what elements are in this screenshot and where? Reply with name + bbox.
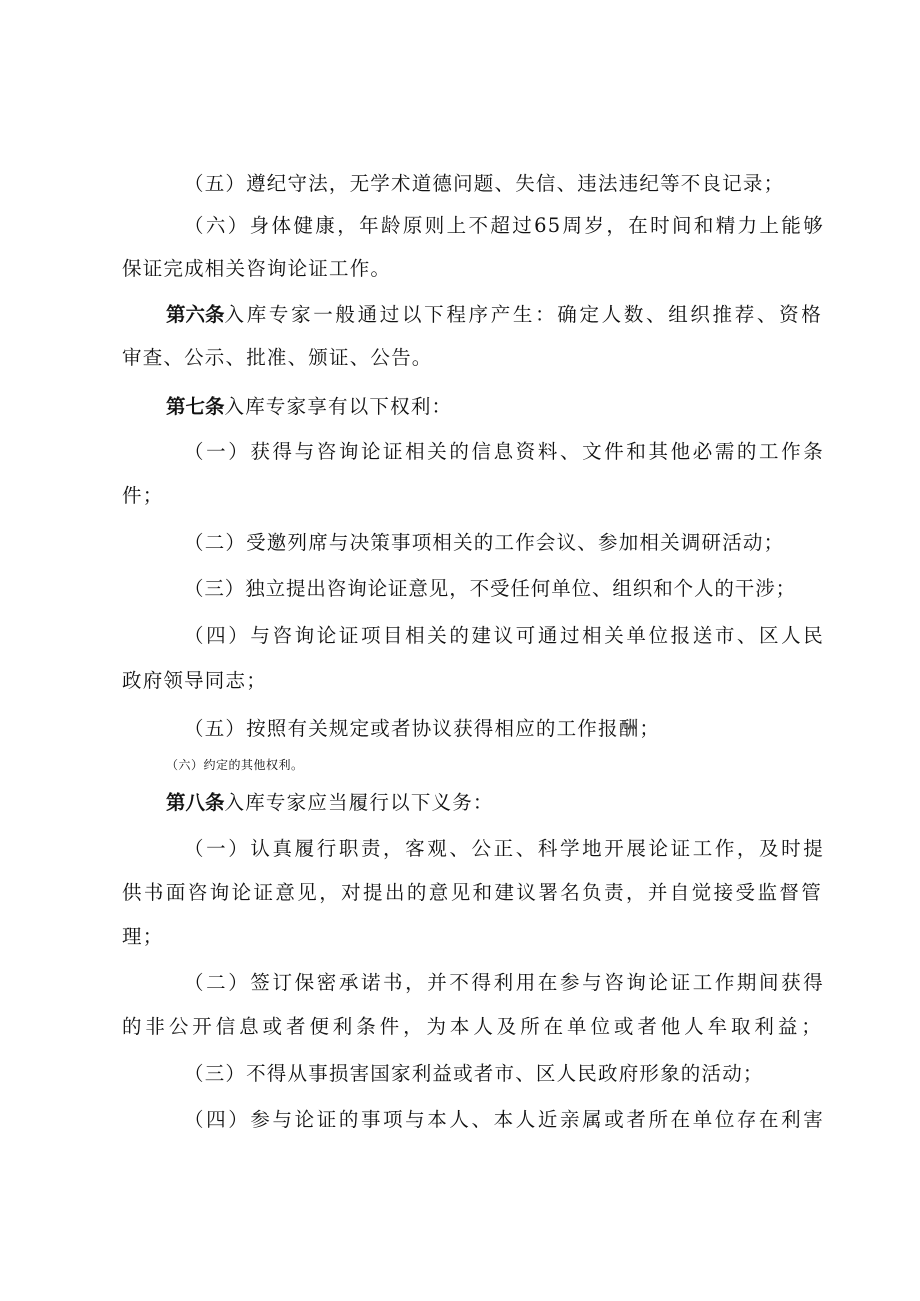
article-6-line: [166, 298, 822, 332]
paragraph-line: （四）参与论证的事项与本人、本人近亲属或者所在单位存在利害: [184, 1108, 824, 1131]
paragraph-line: （三）不得从事损害国家利益或者市、区人民政府形象的活动；: [184, 1062, 764, 1085]
paragraph-line: 的非公开信息或者便利条件，为本人及所在单位或者他人牟取利益；: [122, 1015, 822, 1038]
paragraph-line: 保证完成相关咨询论证工作。: [122, 257, 392, 280]
paragraph-line: （一）认真履行职责，客观、公正、科学地开展论证工作，及时提: [184, 837, 824, 860]
paragraph-line: 件；: [122, 484, 164, 507]
paragraph-line: （五）遵纪守法，无学术道德问题、失信、违法违纪等不良记录；: [184, 172, 785, 195]
paragraph-line: 理；: [122, 925, 164, 948]
paragraph-line: （二）受邀列席与决策事项相关的工作会议、参加相关调研活动；: [184, 531, 785, 554]
article-heading: 第七条: [166, 395, 225, 418]
article-heading: 第六条: [166, 303, 225, 326]
paragraph-line: （六）身体健康，年龄原则上不超过65周岁，在时间和精力上能够: [184, 214, 824, 237]
paragraph-line: （三）独立提出咨询论证意见，不受任何单位、组织和个人的干涉；: [184, 577, 797, 600]
paragraph-line-small: （六）约定的其他权利。: [166, 758, 304, 772]
paragraph-line: （二）签订保密承诺书，并不得利用在参与咨询论证工作期间获得: [184, 971, 824, 994]
paragraph-line: 供书面咨询论证意见，对提出的意见和建议署名负责，并自觉接受监督管: [122, 881, 822, 904]
paragraph-text: 入库专家享有以下权利：: [224, 395, 453, 418]
paragraph-line: 审查、公示、批准、颁证、公告。: [122, 346, 433, 369]
paragraph-line: （五）按照有关规定或者协议获得相应的工作报酬；: [184, 717, 661, 740]
paragraph-text: 入库专家一般通过以下程序产生：确定人数、组织推荐、资格: [224, 303, 822, 326]
article-7-line: [166, 390, 822, 424]
article-8-line: [166, 786, 822, 820]
paragraph-line: （四）与咨询论证项目相关的建议可通过相关单位报送市、区人民: [184, 624, 824, 647]
article-heading: 第八条: [166, 791, 225, 814]
paragraph-line: 政府领导同志；: [122, 669, 267, 692]
paragraph-line: （一）获得与咨询论证相关的信息资料、文件和其他必需的工作条: [184, 440, 824, 463]
paragraph-text: 入库专家应当履行以下义务：: [224, 791, 494, 814]
